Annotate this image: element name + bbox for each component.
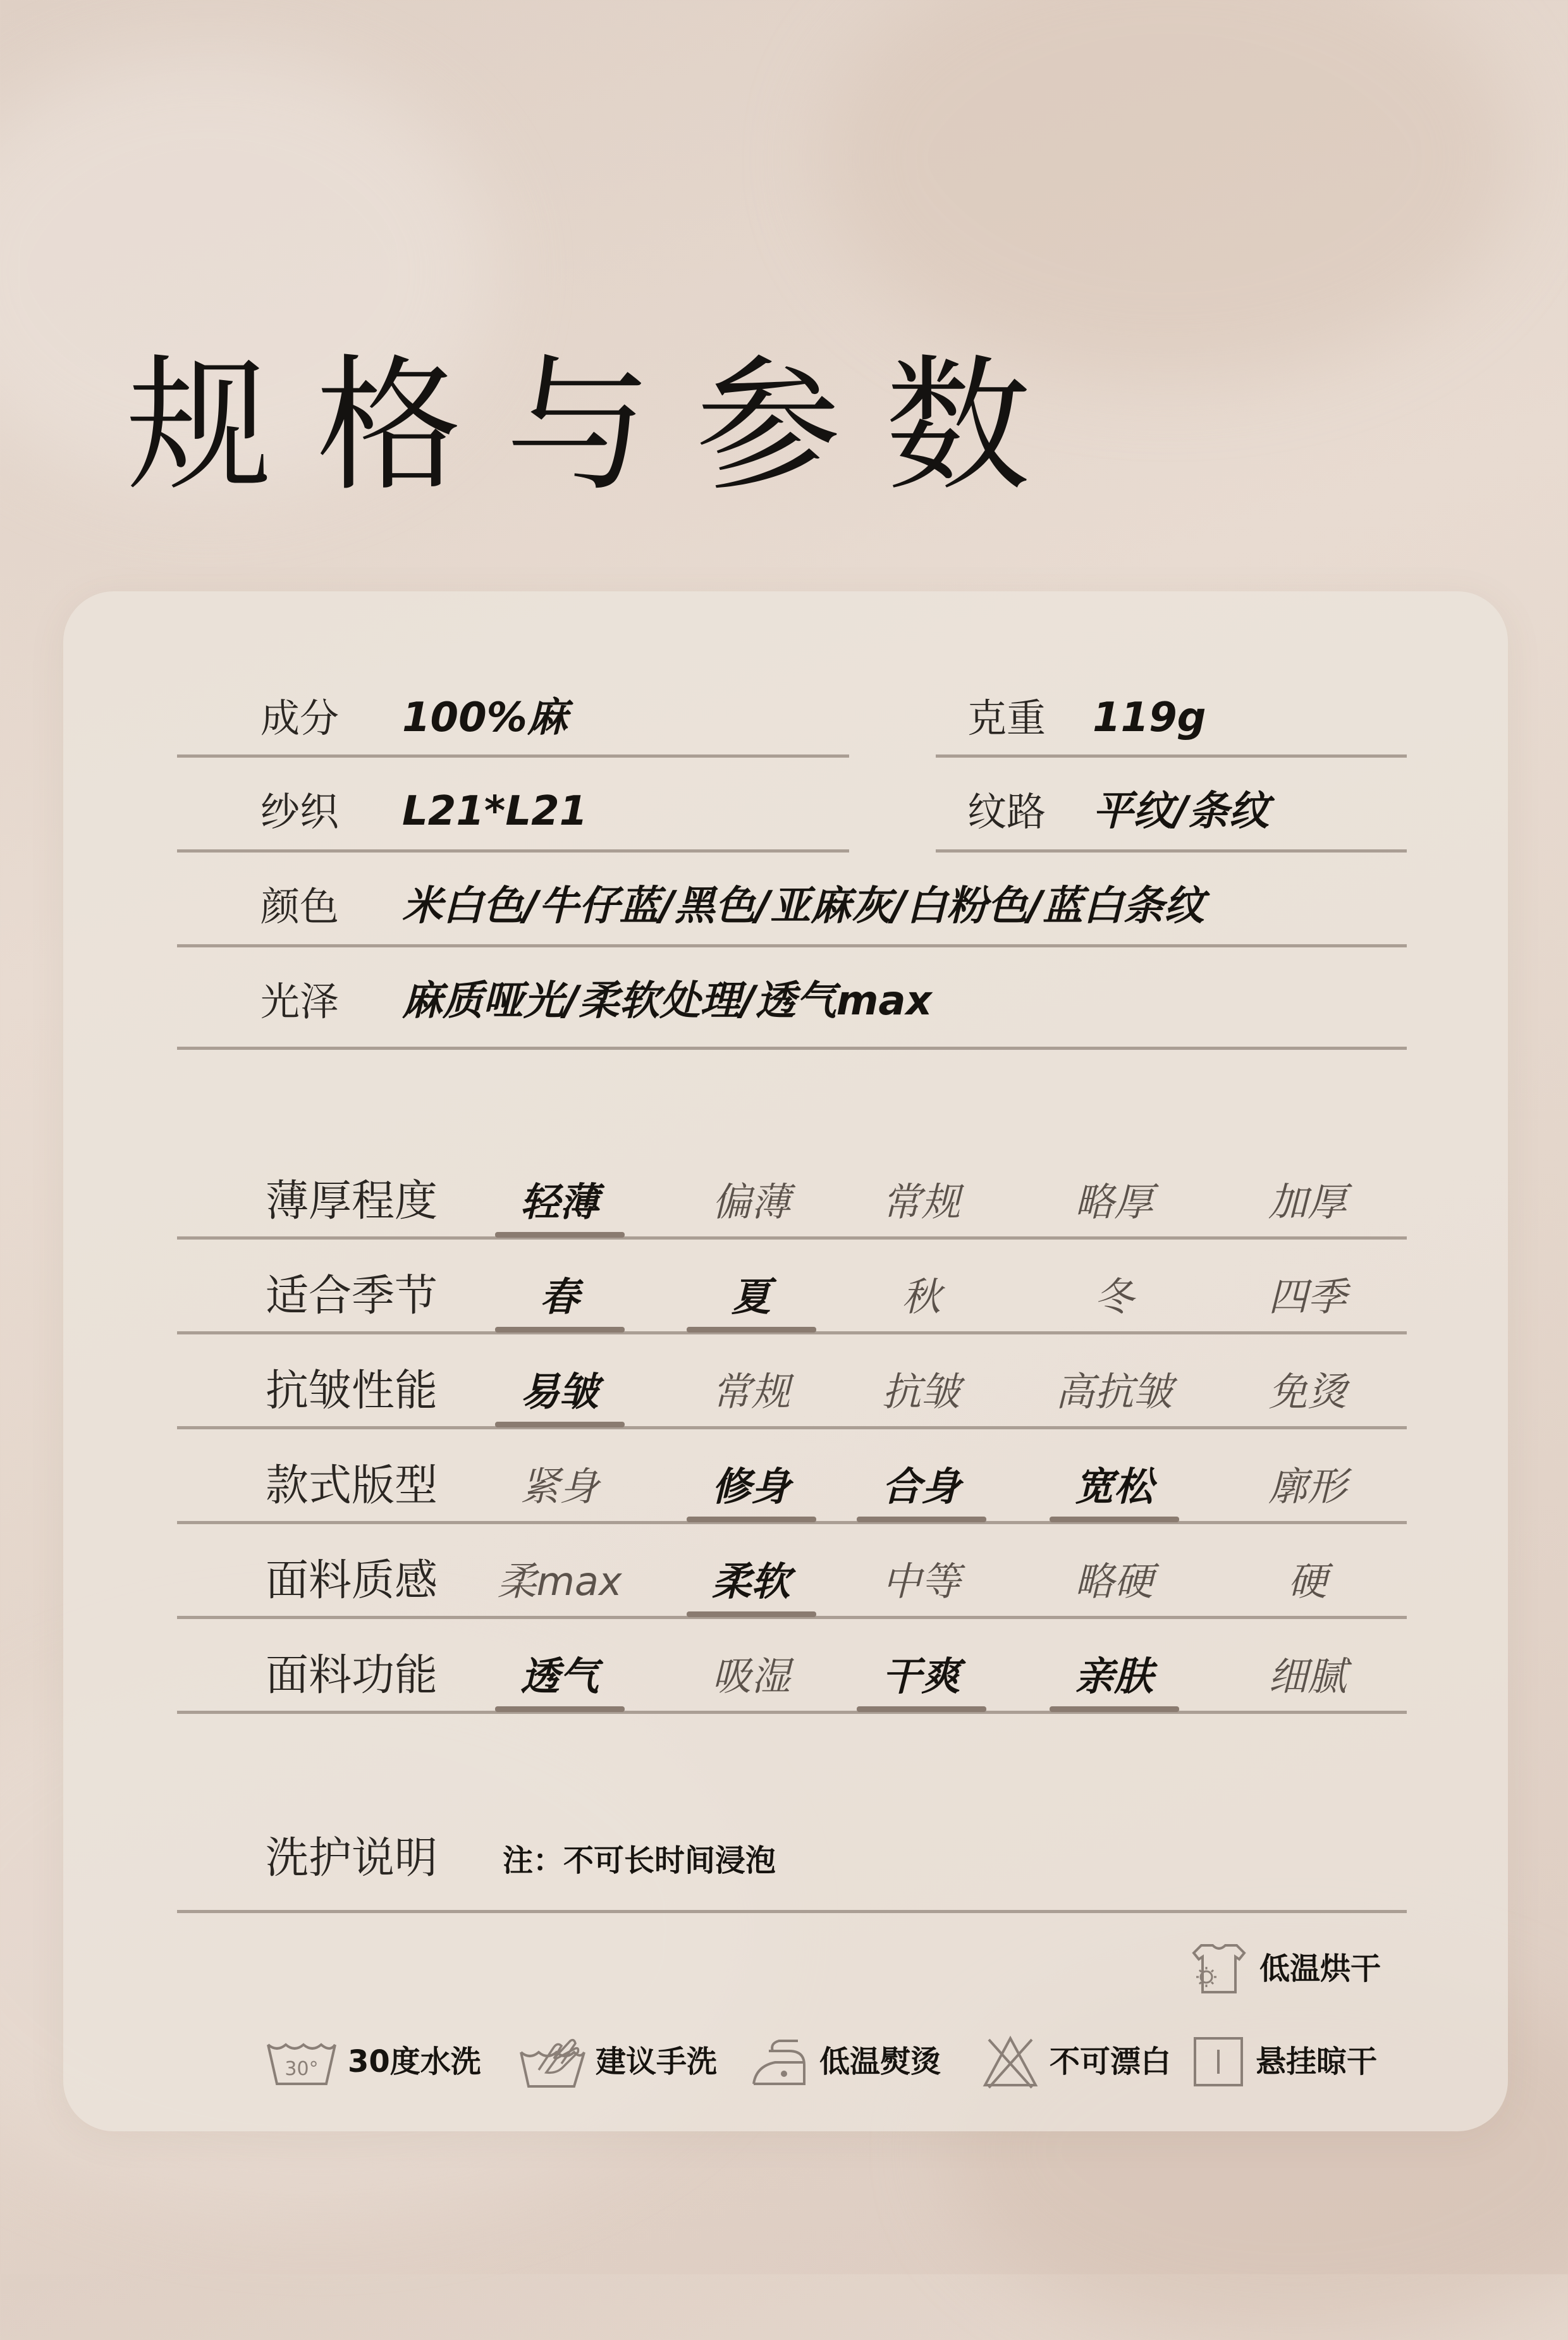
option: 加厚 xyxy=(1268,1179,1347,1225)
yarn-label: 纱织 xyxy=(260,789,340,835)
selected-underline xyxy=(687,1611,816,1617)
divider xyxy=(177,849,849,853)
attribute-label: 面料功能 xyxy=(266,1651,438,1701)
option: 冬 xyxy=(1094,1274,1134,1320)
divider xyxy=(177,944,1407,947)
option: 常规 xyxy=(881,1179,960,1225)
selected-underline xyxy=(495,1422,625,1427)
option: 中等 xyxy=(881,1558,960,1604)
weight-label: 克重 xyxy=(967,695,1046,741)
svg-text:30°: 30° xyxy=(285,2058,319,2080)
line-dry-icon xyxy=(1190,2033,1247,2090)
selected-underline xyxy=(495,1327,625,1333)
care-item-line-dry xyxy=(1190,2033,1377,2090)
option: 紧身 xyxy=(520,1463,599,1510)
divider xyxy=(936,849,1407,853)
selected-underline xyxy=(857,1517,986,1522)
care-item-iron xyxy=(747,2033,941,2090)
option-selected: 宽松 xyxy=(1074,1463,1153,1510)
option: 略硬 xyxy=(1074,1558,1153,1604)
attribute-label: 抗皱性能 xyxy=(266,1366,438,1416)
divider xyxy=(177,1910,1407,1913)
option: 常规 xyxy=(711,1369,790,1415)
iron-low-icon xyxy=(747,2033,811,2090)
color-label: 颜色 xyxy=(260,884,340,930)
divider xyxy=(177,1236,1407,1240)
weight-value: 119g xyxy=(1093,694,1206,741)
hand-wash-label: 建议手洗 xyxy=(596,2044,718,2079)
option: 高抗皱 xyxy=(1055,1369,1173,1415)
selected-underline xyxy=(495,1706,625,1712)
wash-30-icon xyxy=(264,2033,339,2090)
option-selected: 干爽 xyxy=(881,1653,960,1699)
divider xyxy=(177,1047,1407,1050)
page-title: 规格与参数 xyxy=(126,342,1075,511)
option-selected: 亲肤 xyxy=(1074,1653,1153,1699)
hand-wash-icon xyxy=(517,2033,587,2090)
wash-30-label: 30度水洗 xyxy=(348,2044,481,2079)
option-selected: 夏 xyxy=(731,1274,771,1320)
line-dry-label: 悬挂晾干 xyxy=(1256,2044,1378,2079)
option-selected: 易皱 xyxy=(520,1369,599,1415)
care-title: 洗护说明 xyxy=(266,1833,438,1883)
divider xyxy=(936,754,1407,758)
option: 柔max xyxy=(497,1558,622,1604)
texture-value: 平纹/条纹 xyxy=(1093,788,1270,835)
composition-value: 100%麻 xyxy=(402,694,568,741)
luster-value: 麻质哑光/柔软处理/透气max xyxy=(402,978,932,1025)
composition-label: 成分 xyxy=(260,695,340,741)
selected-underline xyxy=(687,1517,816,1522)
care-item-tumble-dry xyxy=(1187,1940,1381,1997)
attribute-label: 款式版型 xyxy=(266,1461,438,1511)
option-selected: 春 xyxy=(539,1274,579,1320)
option: 细腻 xyxy=(1268,1653,1347,1699)
tumble-dry-label: 低温烘干 xyxy=(1259,1951,1381,1986)
option: 硬 xyxy=(1287,1558,1327,1604)
option: 廓形 xyxy=(1268,1463,1347,1510)
option: 略厚 xyxy=(1074,1179,1153,1225)
no-bleach-label: 不可漂白 xyxy=(1050,2044,1172,2079)
selected-underline xyxy=(687,1327,816,1333)
selected-underline xyxy=(495,1232,625,1238)
tumble-dry-low-icon xyxy=(1187,1940,1251,1997)
color-value: 米白色/牛仔蓝/黑色/亚麻灰/白粉色/蓝白条纹 xyxy=(402,883,1204,930)
care-item-no-bleach xyxy=(980,2033,1171,2090)
option: 偏薄 xyxy=(711,1179,790,1225)
option-selected: 合身 xyxy=(881,1463,960,1510)
divider xyxy=(177,1426,1407,1429)
option-selected: 轻薄 xyxy=(520,1179,599,1225)
selected-underline xyxy=(1050,1517,1179,1522)
care-note: 注：不可长时间浸泡 xyxy=(503,1843,776,1878)
no-bleach-icon xyxy=(980,2033,1041,2090)
texture-label: 纹路 xyxy=(967,789,1046,835)
luster-label: 光泽 xyxy=(260,978,340,1025)
background-glow xyxy=(822,0,1517,379)
option: 秋 xyxy=(901,1274,941,1320)
option-selected: 透气 xyxy=(520,1653,599,1699)
option: 免烫 xyxy=(1268,1369,1347,1415)
selected-underline xyxy=(857,1706,986,1712)
care-item-wash-30 xyxy=(264,2033,481,2090)
yarn-value: L21*L21 xyxy=(402,788,588,835)
attribute-label: 适合季节 xyxy=(266,1271,438,1321)
option: 抗皱 xyxy=(881,1369,960,1415)
attribute-label: 面料质感 xyxy=(266,1556,438,1606)
divider xyxy=(177,1711,1407,1714)
option: 吸湿 xyxy=(711,1653,790,1699)
iron-label: 低温熨烫 xyxy=(819,2044,941,2079)
selected-underline xyxy=(1050,1706,1179,1712)
attribute-label: 薄厚程度 xyxy=(266,1176,438,1226)
option-selected: 柔软 xyxy=(711,1558,790,1604)
divider xyxy=(177,754,849,758)
care-item-hand-wash xyxy=(517,2033,717,2090)
option-selected: 修身 xyxy=(711,1463,790,1510)
option: 四季 xyxy=(1268,1274,1347,1320)
